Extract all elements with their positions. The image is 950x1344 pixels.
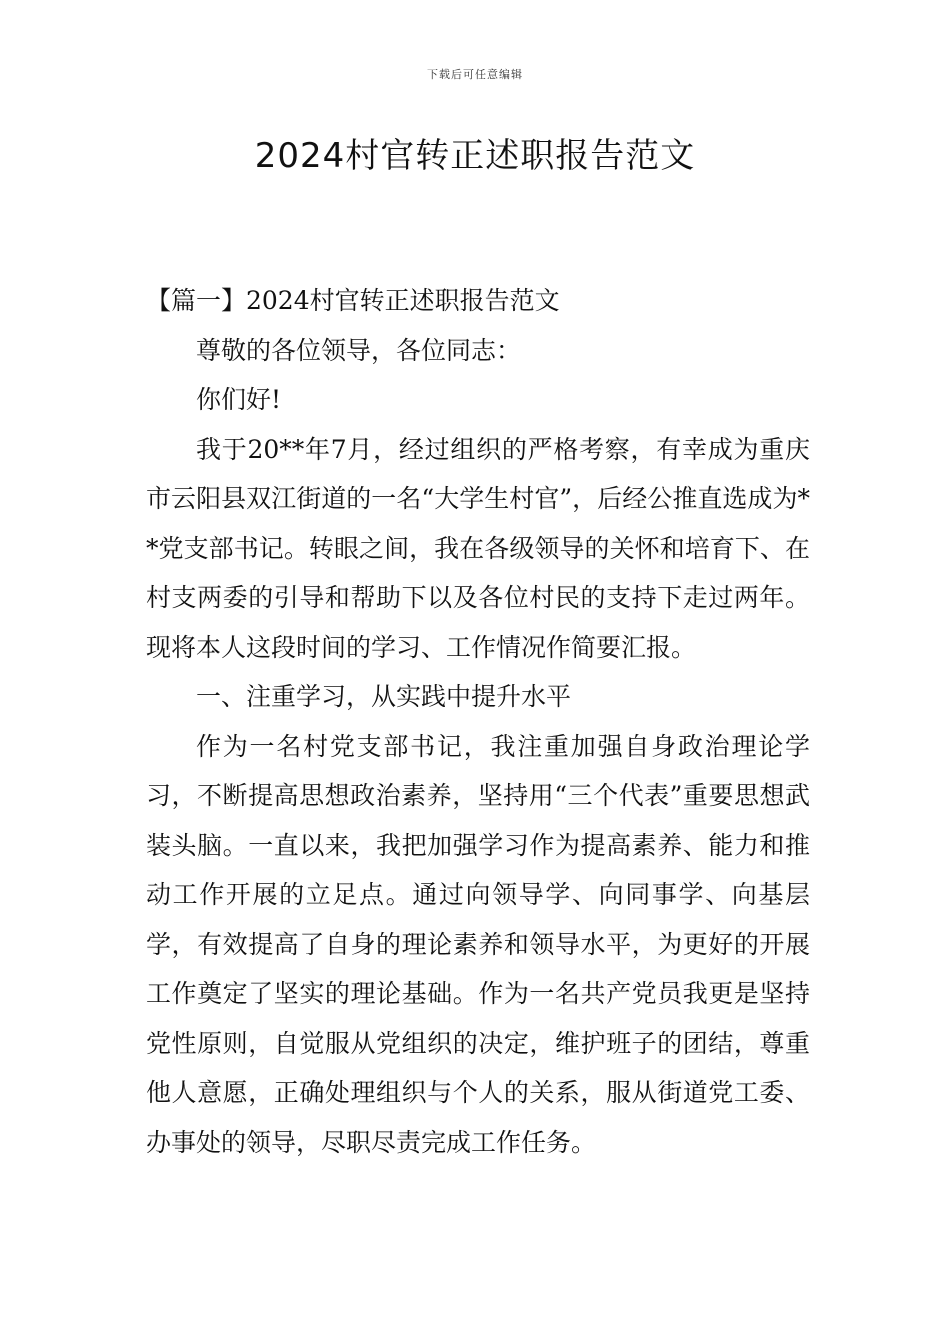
document-title: 2024村官转正述职报告范文 xyxy=(254,136,696,176)
body-paragraph-study: 作为一名村党支部书记，我注重加强自身政治理论学习，不断提高思想政治素养，坚持用“三个代表”重要思想武装头脑。一直以来，我把加强学习作为提高素养、能力和推动工作开展的立足点。通过向领导学、向同事学、向基层学，有效提高了自身的理论素养和领导水平，为更好的开展工作奠定了坚实的理论基础。作为一名共产党员我更是坚持党性原则，自觉服从党组织的决定，维护班子的团结，尊重他人意愿，正确处理组织与个人的关系，服从街道党工委、办事处的领导，尽职尽责完成工作任务。 xyxy=(146,731,810,1157)
document-body xyxy=(146,276,810,1167)
greeting: 你们好! xyxy=(196,385,282,414)
page-header-note: 下载后可任意编辑 xyxy=(427,68,523,81)
subheading-study: 一、注重学习，从实践中提升水平 xyxy=(196,682,572,711)
section-heading: 【篇一】2024村官转正述职报告范文 xyxy=(146,286,560,315)
body-paragraph-intro: 我于20**年7月，经过组织的严格考察，有幸成为重庆市云阳县双江街道的一名“大学生村官”，后经公推直选成为**党支部书记。转眼之间，我在各级领导的关怀和培育下、在村支两委的引导和帮助下以及各位村民的支持下走过两年。现将本人这段时间的学习、工作情况作简要汇报。 xyxy=(146,434,810,662)
salutation: 尊敬的各位领导，各位同志： xyxy=(196,335,522,365)
